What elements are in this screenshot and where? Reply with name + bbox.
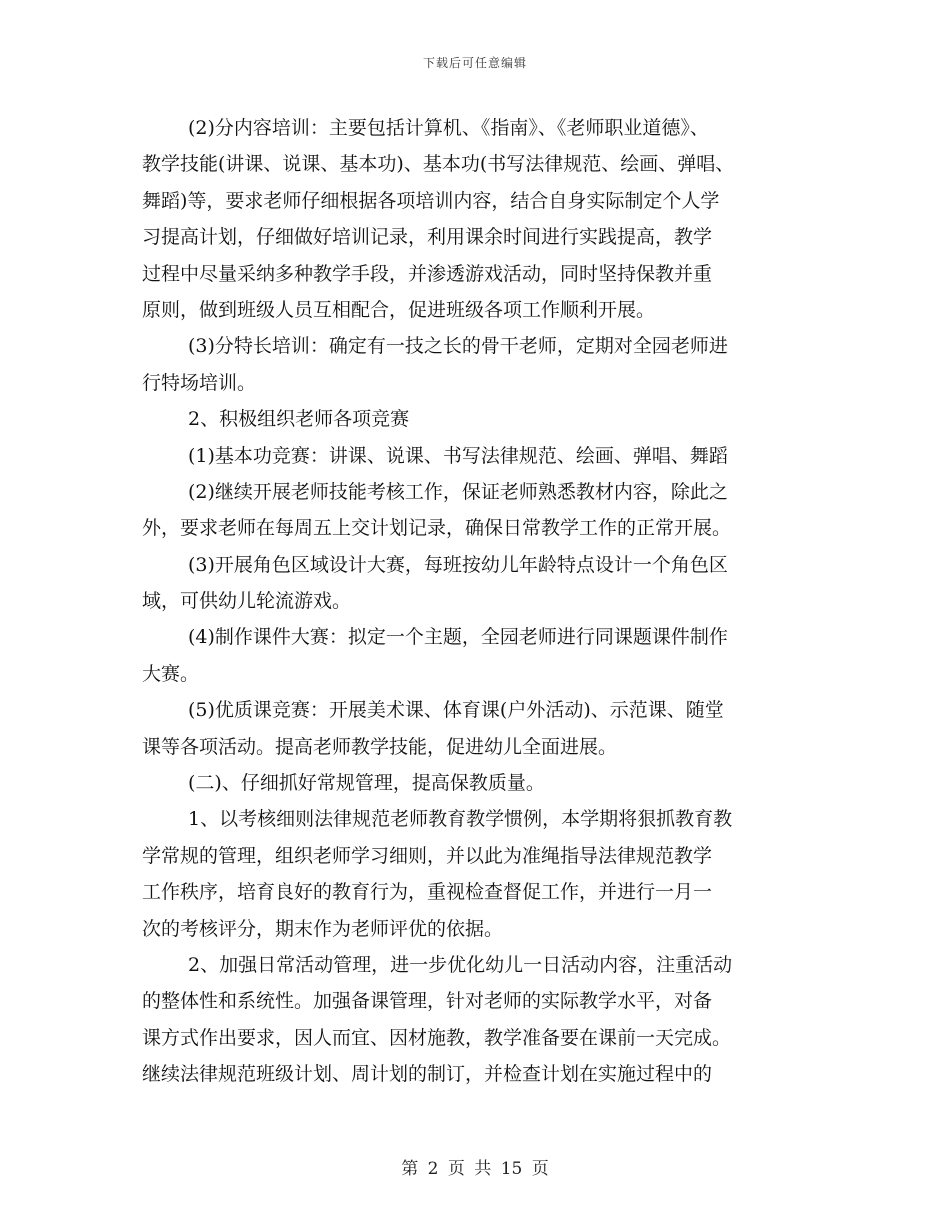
text-line: 学常规的管理，组织老师学习细则，并以此为准绳指导法律规范教学: [142, 844, 713, 867]
text-line: 过程中尽量采纳多种教学手段，并渗透游戏活动，同时坚持保教并重: [142, 262, 713, 285]
text-line: 域，可供幼儿轮流游戏。: [142, 590, 352, 613]
text-line: (5)优质课竞赛：开展美术课、体育课(户外活动)、示范课、随堂: [188, 699, 724, 722]
document-body: [142, 110, 822, 1093]
text-line: 1、以考核细则法律规范老师教育教学惯例，本学期将狠抓教育教: [188, 808, 733, 831]
text-line: 的整体性和系统性。加强备课管理，针对老师的实际教学水平，对备: [142, 990, 713, 1013]
text-line: 习提高计划，仔细做好培训记录，利用课余时间进行实践提高，教学: [142, 226, 713, 249]
text-line: 大赛。: [142, 662, 200, 685]
text-line: 舞蹈)等，要求老师仔细根据各项培训内容，结合自身实际制定个人学: [142, 189, 720, 212]
text-line: (2)继续开展老师技能考核工作，保证老师熟悉教材内容，除此之: [188, 480, 728, 503]
text-line: 2、加强日常活动管理，进一步优化幼儿一日活动内容，注重活动: [188, 953, 733, 976]
text-line: 次的考核评分，期末作为老师评优的依据。: [142, 917, 504, 940]
text-line: (3)分特长培训：确定有一技之长的骨干老师，定期对全园老师进: [188, 335, 728, 358]
text-line: (3)开展角色区域设计大赛，每班按幼儿年龄特点设计一个角色区: [188, 553, 728, 576]
text-line: (1)基本功竞赛：讲课、说课、书写法律规范、绘画、弹唱、舞蹈: [188, 444, 728, 467]
text-line: 工作秩序，培育良好的教育行为，重视检查督促工作，并进行一月一: [142, 881, 713, 904]
text-line: 外，要求老师在每周五上交计划记录，确保日常教学工作的正常开展。: [142, 517, 732, 540]
text-line: (2)分内容培训：主要包括计算机、《指南》、《老师职业道德》、: [188, 117, 709, 139]
text-line: 2、积极组织老师各项竞赛: [188, 408, 410, 431]
text-line: 继续法律规范班级计划、周计划的制订，并检查计划在实施过程中的: [142, 1063, 713, 1086]
page-footer: 第 2 页 共 15 页: [401, 1159, 549, 1179]
text-line: 原则，做到班级人员互相配合，促进班级各项工作顺利开展。: [142, 298, 656, 321]
text-line: (4)制作课件大赛：拟定一个主题，全园老师进行同课题课件制作: [188, 626, 728, 649]
text-line: 教学技能(讲课、说课、基本功)、基本功(书写法律规范、绘画、弹唱、: [142, 153, 735, 176]
page-header: 下载后可任意编辑: [422, 56, 527, 70]
text-line: 行特场培训。: [142, 371, 257, 394]
text-line: 课等各项活动。提高老师教学技能，促进幼儿全面进展。: [142, 735, 618, 758]
text-line: 课方式作出要求，因人而宜、因材施教，教学准备要在课前一天完成。: [142, 1026, 732, 1049]
text-line: (二)、仔细抓好常规管理，提高保教质量。: [188, 772, 545, 795]
